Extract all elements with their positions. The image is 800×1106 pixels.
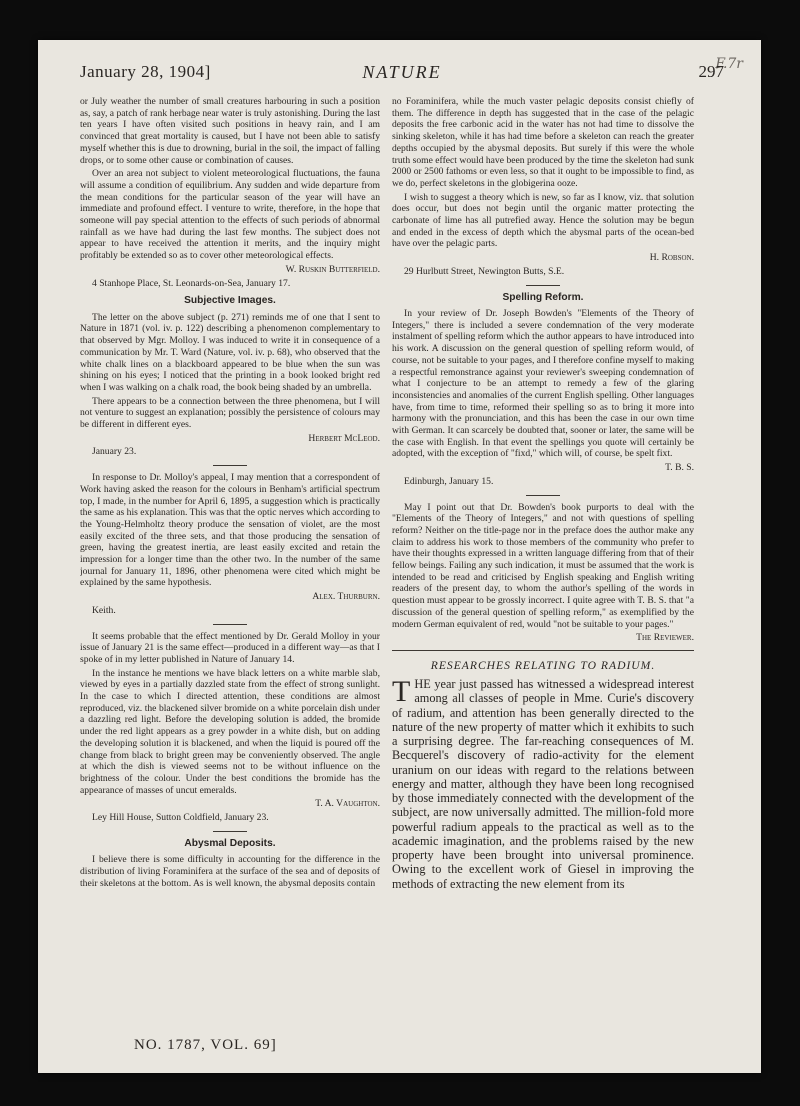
paragraph: I believe there is some difficulty in accounting for the difference in the distribution of living Foraminifera at the surface of the sea and of deposits of their skeletons at the bottom. As is well known, the abysmal deposits contain: [80, 854, 380, 889]
article-rule: [392, 650, 694, 651]
paragraph: In response to Dr. Molloy's appeal, I may mention that a correspondent of Work having asked the reason for the colours in Benham's artificial spectrum top, I made, in the number for April 6, 1895, a suggestion which is practically the same as his explanation. This was that the optic nerves which according to the Young-Helmholtz theory produce the sensation of violet, are the most easily excited of the three sets, and that those producing the sensation of green, having the greatest inertia, are least easily excited and retain the impression for a longer time than the other two. In the number of the same journal for January 11, 1896, other phenomena were cited which might be explained by the same hypothesis.: [80, 472, 380, 589]
section-heading: Subjective Images.: [184, 295, 276, 307]
paragraph: The letter on the above subject (p. 271) reminds me of one that I sent to Nature in 1871 (vol. iv. p. 122) describing a phenomenon complementary to that observed by Mgr. Molloy. I was induced to write it in consequence of a communication by Mr. T. Ward (Nature, vol. iv. p. 68), who observed that the white chalk lines on a blackboard appeared to be blue when the sun was shining on his eyes; I noticed that the printing in a book looked bright red when I was walking on a chalk road, the book being shaded by an umbrella.: [80, 311, 380, 393]
paragraph: Over an area not subject to violent meteorological fluctuations, the fauna will assume a condition of equilibrium. Any sudden and wide departure from the mean conditions for the particular season of the year will have an immediate and profound effect. I venture to write, therefore, in the hope that someone will pay special attention to the effects of such periods of abnormal rainfall as we have had during the last few months. The subject does not appear to have received the attention it merits, and the inquiry might profitably be extended so as to cover other meteorological effects.: [80, 168, 380, 262]
signature: Alex. Thurburn.: [312, 591, 380, 603]
paragraph: no Foraminifera, while the much vaster pelagic deposits consist chiefly of them. The difference in depth has suggested that in the case of the pelagic deposits the free carbonic acid in the water has not had time to dissolve the sinking skeleton, while it has had time before a skeleton can reach the greater depths occupied by the abysmal deposits. But surely if this were the whole truth some effect would have been produced by the time the skeleton had sunk 2000 or 2500 fathoms or even less, so that it ought to be impossible to find, as we do, perfect skeletons in the globigerina ooze.: [392, 96, 694, 189]
article-heading: RESEARCHES RELATING TO RADIUM.: [430, 658, 656, 672]
signature: W. Ruskin Butterfield.: [285, 263, 380, 275]
separator-rule: [526, 495, 560, 496]
issue-footer: NO. 1787, VOL. 69]: [134, 1037, 277, 1053]
handwritten-folio-note: F.7r: [715, 56, 743, 72]
article-paragraph: [392, 677, 694, 891]
journal-title: NATURE: [362, 62, 442, 82]
date-line: January 23.: [92, 446, 137, 458]
separator-rule: [213, 465, 247, 466]
issue-date: January 28, 1904]: [80, 62, 211, 81]
paragraph: In your review of Dr. Joseph Bowden's "Elements of the Theory of Integers," there is included a severe condemnation of the very moderate instalment of spelling reform which the author appears to have introduced into his work. A discussion on the general question of spelling reform would, of course, not be suitable to your pages, and I therefore confine myself to making a respectful remonstrance against your reviewer's sweeping condemnation of what I conjecture to be an attempt to remedy a few of the glaring inconsistencies and anomalies of the current English spelling. Other languages have, from time to time, reformed their spelling so as to bring it more into harmony with the pronunciation, and this has been the case in our own time with German. It can scarcely be doubted that, sooner or later, the same will be the case with English. In that event the spellings you quote will certainly be adopted, with the exception of "fixd," which will, of course, be spelt fixt.: [392, 307, 694, 460]
address-line: Edinburgh, January 15.: [404, 475, 494, 487]
signature: The Reviewer.: [636, 632, 694, 644]
separator-rule: [213, 624, 247, 625]
address-line: 29 Hurlbutt Street, Newington Butts, S.E.: [404, 265, 565, 277]
signature: T. A. Vaughton.: [315, 798, 380, 810]
address-line: Ley Hill House, Sutton Coldfield, January 23.: [92, 812, 269, 824]
paragraph: It seems probable that the effect mentioned by Dr. Gerald Molloy in your issue of January 21 is the same effect—produced in a different way—as that I spoke of in my letter published in Nature of January 14.: [80, 630, 380, 665]
paragraph: or July weather the number of small creatures harbouring in such a position as, say, a patch of rank herbage near water is truly astonishing. During the last ten years I have often visited such positions in heavy rain, and I am convinced that great mortality is caused, but I have not been able to satisfy myself whether this is due to drowning, burial in the soil, the impact of falling drops, or to some other cause or combination of causes.: [80, 96, 380, 166]
left-column: [80, 96, 380, 1026]
section-heading: Abysmal Deposits.: [184, 837, 276, 849]
signature: T. B. S.: [665, 462, 694, 474]
address-line: Keith.: [92, 604, 116, 616]
paragraph: I wish to suggest a theory which is new, so far as I know, viz. that solution does occur, but does not begin until the organic matter protecting the carbonate of lime has all putrefied away. Hence the solution may be begun and ended in the excess of depth which the abysmal parts of the ocean-bed have over the pelagic parts.: [392, 191, 694, 250]
running-header: [80, 62, 724, 88]
drop-cap: T: [392, 675, 411, 709]
separator-rule: [213, 831, 247, 832]
right-column: [392, 96, 694, 1032]
paragraph: May I point out that Dr. Bowden's book purports to deal with the "Elements of the Theory of Integers," and not with questions of spelling reform? Neither on the title-page nor in the preface does the author make any claim to address his work to those members of the community who prefer to have their thoughts expressed in a written language differing from that of their fellow beings. Failing any such indication, it must be assumed that the work is intended to be read and criticised by English speaking and English writing readers of the present day, to whom the author's spelling of the words in question must appear to be grossly incorrect. I quite agree with T. B. S. that "a discussion of the general question of spelling reform," as exemplified by the modern German equivalent of red, would "not be suitable to your pages.": [392, 501, 694, 630]
paragraph: There appears to be a connection between the three phenomena, but I will not venture to suggest an explanation; possibly the persistence of colours may be different in different eyes.: [80, 395, 380, 431]
separator-rule: [526, 285, 560, 286]
address-line: 4 Stanhope Place, St. Leonards-on-Sea, January 17.: [92, 277, 291, 289]
signature: Herbert McLeod.: [308, 432, 380, 444]
paragraph: In the instance he mentions we have black letters on a white marble slab, viewed by eyes in a partially dazzled state from the effect of strong sunlight. In the case to which I directed attention, these conditions are almost reproduced, viz. the blackened silver bromide on a white porcelain dish under a dazzling red light. Before the developing solution is added, the bromide under the red light appears as a grey powder in a white dish, but on adding the developing solution it is blackened, and when the liquid is poured off the change from black to bright green may be conveniently observed. The angle at which the dish is viewed seems not to be without influence on the brightness of the colour. Under the best conditions the bromide has the appearance of masses of uncut emeralds.: [80, 667, 380, 796]
section-heading: Spelling Reform.: [502, 291, 584, 303]
page-number: 297: [698, 62, 724, 81]
article-text: HE year just passed has witnessed a widespread interest among all classes of people in Mme. Curie's discovery of radium, and attention has been generally directed to the nature of the new property of matter which it exhibits to such a surprising degree. The far-reaching consequences of M. Becquerel's discovery of radio-activity for the element uranium on our ideas with regard to the relations between energy and matter, although they have been long recognised by those immediately connected with the development of the subject, are now universally admitted. The million-fold more powerful radium appeals to the practical as well as to the academic imagination, and the problems raised by the new property have been brought into universal prominence. Owing to the excellent work of Giesel in improving the methods of extracting the new element from its: [392, 677, 694, 891]
signature: H. Robson.: [649, 252, 694, 264]
